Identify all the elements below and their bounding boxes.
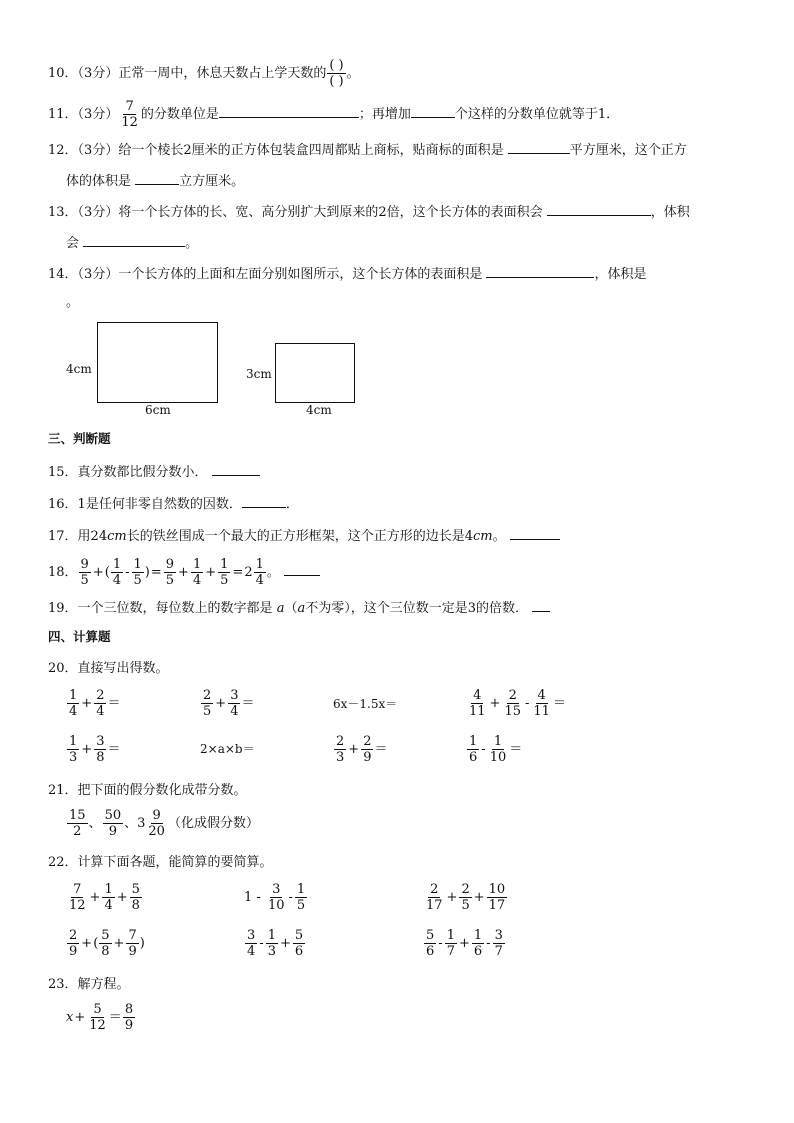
question-19: 19．一个三位数，每位数上的数字都是 a（a不为零），这个三位数一定是3的倍数．: [48, 598, 550, 618]
answer-blank[interactable]: [242, 494, 286, 508]
left-rect-width-label: 6cm: [145, 403, 171, 417]
calc-item: $\frac{2}{5}$ + $\frac{3}{4}$ ＝: [203, 688, 255, 719]
calc-item: $\frac{5}{6}$ - $\frac{1}{7}$ + $\frac{1}{6}$ - $\frac{3}{7}$: [426, 928, 503, 959]
calc-item: $\frac{1}{4}$ + $\frac{2}{4}$ ＝: [69, 688, 121, 719]
answer-blank[interactable]: [83, 233, 185, 247]
question-13: 13．（3分）将一个长方体的长、宽、高分别扩大到原来的2倍，这个长方体的表面积会 ，体积: [48, 202, 690, 222]
calc-item: $\frac{1}{6}$ - $\frac{1}{10}$ ＝: [469, 734, 523, 765]
question-16: 16．1是任何非零自然数的因数． ．: [48, 494, 299, 514]
calc-item: 2×a×b＝: [200, 742, 255, 756]
question-14-cont: 。: [66, 295, 80, 310]
question-10: 10．（3分）正常一周中，休息天数占上学天数的 $\frac{( )}{( )}$ 。: [48, 58, 360, 89]
question-13-cont: 会 。: [66, 233, 198, 253]
calc-item: $\frac{4}{11}$ + $\frac{2}{15}$ - $\frac{4}{11}$ ＝: [469, 688, 566, 719]
question-18: 18． $\frac{9}{5}$ +( $\frac{1}{4}$ - $\frac{1}{5}$ )= $\frac{9}{5}$ + $\frac{1}{4}$ + $\frac{1}{5}$ =2 $\frac{1}{4}$ 。: [48, 557, 320, 588]
points: （3分）: [77, 66, 119, 81]
section-heading-calculation: 四、计算题: [48, 629, 111, 644]
question-14: 14．（3分）一个长方体的上面和左面分别如图所示，这个长方体的表面积是 ，体积是: [48, 264, 647, 284]
calc-item: $\frac{2}{3}$ + $\frac{2}{9}$ ＝: [336, 734, 388, 765]
calc-item: $\frac{1}{3}$ + $\frac{3}{8}$ ＝: [69, 734, 121, 765]
question-20: 20．直接写出得数。: [48, 661, 169, 676]
question-15: 15．真分数都比假分数小．: [48, 462, 260, 482]
question-17: 17．用24cm长的铁丝围成一个最大的正方形框架，这个正方形的边长是4cm。: [48, 526, 560, 546]
calc-item: $\frac{3}{4}$ - $\frac{1}{3}$ + $\frac{5}{6}$: [247, 928, 304, 959]
calc-item: 1 - $\frac{3}{10}$ - $\frac{1}{5}$: [244, 882, 306, 913]
question-12: 12．（3分）给一个棱长2厘米的正方体包装盒四周都贴上商标，贴商标的面积是 平方厘米，这个正方: [48, 140, 687, 160]
question-23: 23．解方程。: [48, 977, 130, 992]
calc-item: $\frac{2}{9}$ +( $\frac{5}{8}$ + $\frac{7}{9}$ ): [69, 928, 145, 959]
answer-blank[interactable]: [508, 140, 570, 154]
answer-fraction-blank[interactable]: $\frac{( )}{( )}$: [329, 58, 344, 89]
question-22: 22．计算下面各题，能简算的要简算。: [48, 855, 273, 870]
question-text: 正常一周中，休息天数占上学天数的: [118, 66, 327, 81]
answer-blank[interactable]: [135, 171, 179, 185]
question-number: 10．: [48, 66, 78, 81]
left-rect-height-label: 4cm: [66, 362, 92, 376]
answer-blank[interactable]: [212, 462, 260, 476]
left-face-rectangle: [275, 343, 355, 403]
calc-item: 6x－1.5x＝: [333, 697, 398, 711]
answer-blank[interactable]: [411, 104, 455, 118]
answer-blank[interactable]: [284, 562, 320, 576]
calc-item: $\frac{2}{17}$ + $\frac{2}{5}$ + $\frac{10}{17}$: [426, 882, 506, 913]
question-11: 11．（3分） $\frac{7}{12}$ 的分数单位是 ；再增加 个这样的分数单位就等于1．: [48, 99, 620, 130]
equation: x+ $\frac{5}{12}$ ＝ $\frac{8}{9}$: [66, 1002, 134, 1033]
answer-blank[interactable]: [547, 202, 651, 216]
section-heading-judgement: 三、判断题: [48, 431, 111, 446]
fractions-to-convert: $\frac{15}{2}$ 、 $\frac{50}{9}$ 、3 $\frac{9}{20}$ （化成假分数）: [69, 808, 259, 839]
question-21: 21．把下面的假分数化成带分数。: [48, 783, 247, 798]
top-face-rectangle: [97, 322, 218, 403]
right-rect-width-label: 4cm: [306, 403, 332, 417]
calc-item: $\frac{7}{12}$ + $\frac{1}{4}$ + $\frac{5}{8}$: [69, 882, 140, 913]
right-rect-height-label: 3cm: [246, 367, 272, 381]
answer-blank[interactable]: [532, 598, 550, 612]
fraction: $\frac{7}{12}$: [121, 99, 138, 130]
answer-blank[interactable]: [219, 104, 359, 118]
answer-blank[interactable]: [510, 526, 560, 540]
question-12-cont: 体的体积是 立方厘米。: [66, 171, 244, 191]
answer-blank[interactable]: [486, 264, 594, 278]
